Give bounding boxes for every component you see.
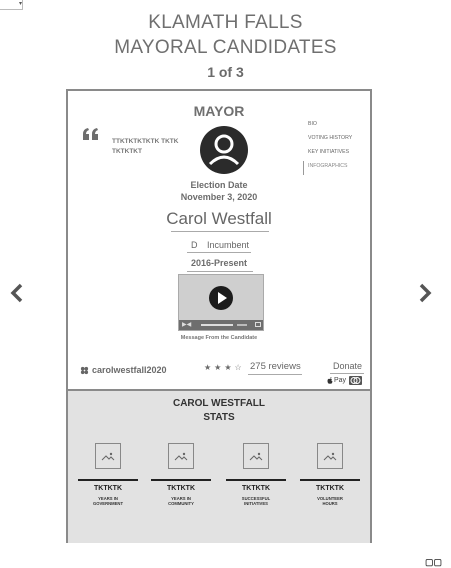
stat-item xyxy=(75,443,141,506)
image-placeholder-icon xyxy=(317,443,343,469)
stat-label-line-1: YEARS IN xyxy=(171,496,191,501)
star-icon: ★ xyxy=(224,363,235,372)
side-nav-infographics[interactable]: INFOGRAPHICS xyxy=(303,161,374,175)
stat-divider xyxy=(226,479,286,481)
election-date: November 3, 2020 xyxy=(180,192,258,202)
stat-label-line-2: INITIATIVES xyxy=(244,501,268,506)
stat-label xyxy=(297,496,363,506)
chevron-right-icon[interactable] xyxy=(417,282,433,304)
video-volume-bar[interactable] xyxy=(237,324,247,326)
stat-divider xyxy=(151,479,211,481)
donate-underline xyxy=(330,373,364,374)
apple-icon xyxy=(327,377,333,384)
stat-divider xyxy=(300,479,360,481)
stat-label-line-1: VOLUNTEER xyxy=(317,496,343,501)
stat-label xyxy=(223,496,289,506)
status-label: Incumbent xyxy=(207,240,250,250)
social-handle-text: carolwestfall2020 xyxy=(92,365,167,375)
video-controls xyxy=(179,320,263,330)
title-line-1: KLAMATH FALLS xyxy=(148,12,303,33)
video-caption: Message From the Candidate xyxy=(180,335,258,341)
election-label: Election Date xyxy=(190,180,248,190)
video-player[interactable] xyxy=(178,274,264,331)
mastercard-icon[interactable] xyxy=(349,376,362,385)
apple-pay-label: Pay xyxy=(334,377,347,384)
top-dropdown[interactable]: ▾ xyxy=(0,0,23,10)
candidate-name: Carol Westfall xyxy=(166,209,272,228)
play-icon[interactable] xyxy=(208,285,234,311)
star-rating xyxy=(204,363,245,372)
stat-label xyxy=(148,496,214,506)
apple-pay-button[interactable] xyxy=(327,377,346,384)
brand-logo: ▢▢ xyxy=(425,557,443,567)
term-label: 2016-Present xyxy=(190,258,248,268)
stat-value: TKTKTK xyxy=(167,485,195,492)
title-line-2: MAYORAL CANDIDATES xyxy=(114,37,337,58)
avatar xyxy=(200,126,248,174)
stat-label-line-1: SUCCESSFUL xyxy=(241,496,271,501)
stat-item xyxy=(148,443,214,506)
social-handle[interactable] xyxy=(80,365,167,375)
stats-title xyxy=(68,397,370,425)
quote-icon xyxy=(82,127,100,141)
star-icon: ★ xyxy=(204,363,215,372)
stat-label-line-1: YEARS IN xyxy=(98,496,118,501)
stat-item xyxy=(223,443,289,506)
stat-value: TKTKTK xyxy=(316,485,344,492)
star-half-icon: ☆ xyxy=(234,363,245,372)
party-divider xyxy=(187,252,251,253)
stats-title-line-1: CAROL WESTFALL xyxy=(172,398,266,409)
stat-value: TKTKTK xyxy=(242,485,270,492)
name-divider xyxy=(171,231,269,232)
stats-title-line-2: STATS xyxy=(203,412,235,423)
quote-text: TTKTKTKTKTK TKTKTKTKTKT xyxy=(112,138,179,155)
term-divider xyxy=(187,271,253,272)
side-nav-bio[interactable]: BIO xyxy=(308,121,317,127)
stat-label-line-2: HOURS xyxy=(322,501,338,506)
stat-label-line-2: COMMUNITY xyxy=(168,501,194,506)
side-nav-voting-history[interactable]: VOTING HISTORY xyxy=(308,135,353,141)
image-placeholder-icon xyxy=(95,443,121,469)
page-title xyxy=(0,10,451,60)
video-play-small-icon[interactable]: ▶◀ xyxy=(182,322,192,328)
fullscreen-icon[interactable] xyxy=(255,322,261,327)
stat-item xyxy=(297,443,363,506)
stat-value: TKTKTK xyxy=(94,485,122,492)
star-icon: ★ xyxy=(214,363,225,372)
candidate-card xyxy=(66,89,372,543)
stats-panel xyxy=(68,389,370,543)
card-role: MAYOR xyxy=(193,103,245,119)
stat-divider xyxy=(78,479,138,481)
side-nav xyxy=(308,119,374,175)
video-progress-bar[interactable] xyxy=(201,324,233,326)
image-placeholder-icon xyxy=(168,443,194,469)
payment-options xyxy=(327,376,362,385)
donate-link[interactable]: Donate xyxy=(333,361,363,371)
social-icon xyxy=(80,366,89,375)
reviews-link[interactable]: 275 reviews xyxy=(250,361,301,372)
stat-label-line-2: GOVERNMENT xyxy=(92,501,123,506)
page-counter: 1 of 3 xyxy=(207,64,244,80)
reviews-underline xyxy=(248,374,302,375)
side-nav-key-initiatives[interactable]: KEY INITIATIVES xyxy=(308,149,350,155)
chevron-left-icon[interactable] xyxy=(9,282,25,304)
stat-label xyxy=(75,496,141,506)
image-placeholder-icon xyxy=(243,443,269,469)
party-label: D xyxy=(191,240,198,250)
